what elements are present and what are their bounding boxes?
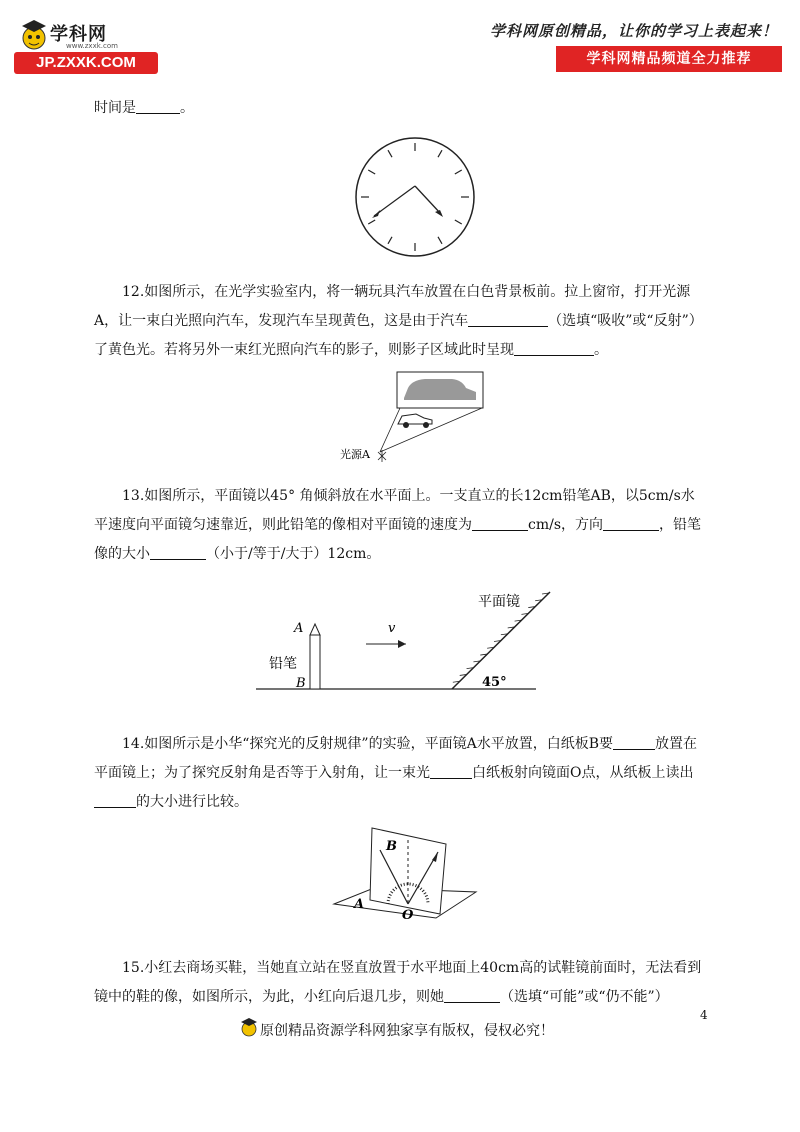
label-mirror: 平面镜 <box>478 594 520 610</box>
answer-blank[interactable] <box>94 791 136 808</box>
logo-name: 学科网 <box>50 24 107 45</box>
label-angle: 45° <box>482 675 507 690</box>
clock-tick <box>438 150 442 157</box>
header-banner[interactable]: 学科网精品频道全力推荐 <box>556 46 782 72</box>
answer-blank[interactable] <box>514 339 594 356</box>
label-B: B <box>296 676 306 691</box>
question-14: 14.如图所示是小华“探究光的反射规律”的实验，平面镜A水平放置，白纸板B要 放置在平面镜上；为了探究反射角是否等于入射角，让一束光 白纸板射向镜面O点，从纸板上读出的大小进行比较。 <box>94 730 702 817</box>
answer-blank[interactable] <box>430 762 472 779</box>
clock-minute-hand <box>415 186 441 214</box>
intro-line: 时间是 。 <box>94 94 702 123</box>
pencil-icon <box>310 635 320 689</box>
clock-hour-hand <box>374 186 415 216</box>
clock-tick <box>368 170 375 174</box>
clock-tick <box>455 220 462 224</box>
logo-url[interactable]: JP.ZXXK.COM <box>14 52 158 74</box>
toy-car-figure <box>340 368 490 468</box>
header-slogan: 学科网原创精品，让你的学习上表起来！ <box>489 22 778 40</box>
clock-figure <box>350 132 480 262</box>
velocity-arrow <box>398 640 406 648</box>
logo-small-url: www.zxxk.com <box>66 42 118 50</box>
light-source-icon <box>378 450 386 462</box>
page-number: 4 <box>700 1008 708 1022</box>
label-A: A <box>354 897 365 912</box>
clock-tick <box>388 150 392 157</box>
question-15: 15.小红去商场买鞋，当她直立站在竖直放置于水平地面上40cm高的试鞋镜前面时，无法看到镜中的鞋的像，如图所示，为此，小红向后退几步，则她 （选填“可能”或“仍不能”） <box>94 960 702 1005</box>
answer-blank[interactable] <box>603 514 659 531</box>
answer-blank[interactable] <box>468 310 548 327</box>
label-pencil: 铅笔 <box>269 656 297 672</box>
car-shadow <box>404 379 476 400</box>
clock-tick <box>438 237 442 244</box>
question-12: 12.如图所示，在光学实验室内，将一辆玩具汽车放置在白色背景板前。拉上窗帘，打开光源A，让一束白光照向汽车，发现汽车呈现黄色，这是由于汽车 （选填“吸收”或“反射”）了黄色光。若将另外一束红光照向汽车的影子，则影子区域此时呈现 。 <box>94 284 696 358</box>
mascot-icon <box>240 1016 258 1038</box>
answer-blank[interactable] <box>150 543 206 560</box>
toy-car-icon <box>398 414 432 428</box>
mascot-icon <box>18 18 50 52</box>
answer-blank[interactable] <box>613 733 655 750</box>
label-v: v <box>388 621 396 636</box>
clock-tick <box>455 170 462 174</box>
label-O: O <box>402 908 414 922</box>
label-A: A <box>294 621 304 636</box>
answer-blank[interactable] <box>136 97 180 114</box>
pencil-mirror-figure <box>256 588 556 698</box>
reflection-figure <box>330 822 480 922</box>
light-source-label: 光源A <box>340 448 370 461</box>
logo <box>14 18 164 76</box>
label-B: B <box>386 839 397 854</box>
answer-blank[interactable] <box>472 514 528 531</box>
footer-copyright: 原创精品资源学科网独家享有版权，侵权必究！ <box>260 1023 554 1039</box>
clock-tick <box>368 220 375 224</box>
question-13: 13.如图所示，平面镜以45° 角倾斜放在水平面上。一支直立的长12cm铅笔AB，以5cm/s水平速度向平面镜匀速靠近，则此铅笔的像相对平面镜的速度为 cm/s，方向 ，铅笔像的大小 （小于/等于/大于）12cm。 <box>94 488 702 562</box>
clock-tick <box>388 237 392 244</box>
answer-blank[interactable] <box>444 986 500 1003</box>
